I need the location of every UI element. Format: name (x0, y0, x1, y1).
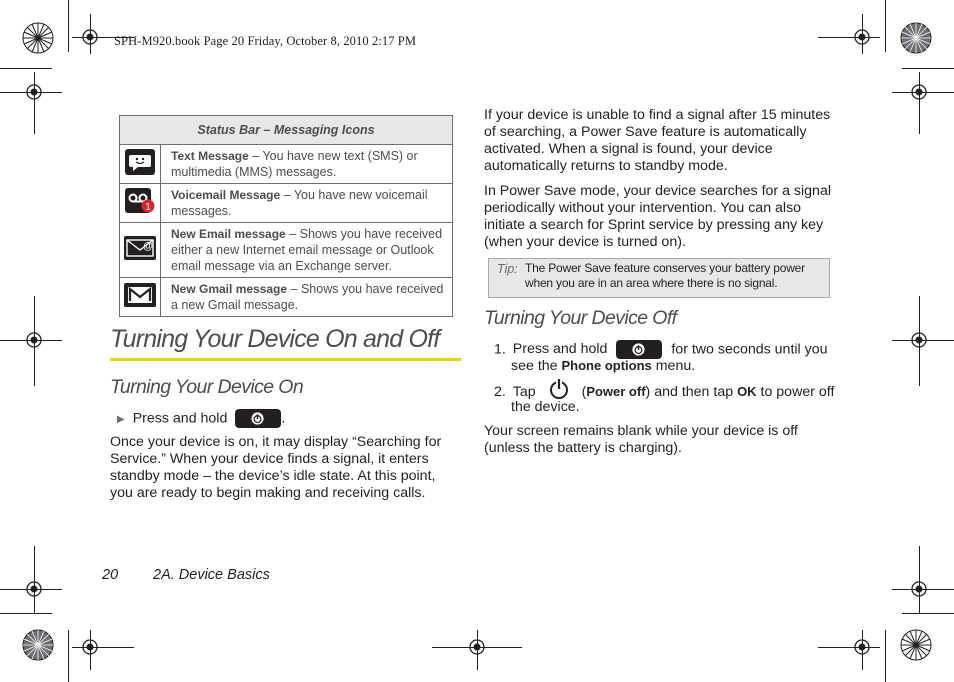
step-text: see the (511, 358, 558, 374)
table-icon-cell (120, 223, 161, 278)
step-end: . (281, 410, 286, 427)
step-text: ( (581, 383, 587, 400)
step-text: ) and then tap (645, 383, 734, 400)
star-target-icon (22, 629, 54, 661)
registration-mark-icon (908, 81, 930, 103)
registration-mark-icon (851, 636, 873, 658)
phone-options-label: Phone options (561, 358, 652, 373)
table-icon-cell (120, 145, 161, 184)
row-desc: – Shows you have received either a new Internet email message or Outlook email message via an Exchange server. (171, 227, 443, 273)
blank-screen-paragraph: Your screen remains blank while your device is off (unless the battery is charging). (484, 423, 798, 456)
step-text: Press and hold (512, 341, 608, 358)
svg-text:@: @ (143, 240, 153, 252)
turn-on-paragraph: Once your device is on, it may display “Searching for Service.” When your device finds a signal, it enters standby mode – the device’s idle state. At this point, you are ready to begin making and receiving calls. (110, 434, 442, 501)
tip-text: The Power Save feature conserves your battery power when you are in an area where there is no signal. (525, 261, 805, 290)
email-icon (124, 236, 156, 260)
row-term: Voicemail Message (171, 188, 281, 202)
registration-mark-icon (23, 578, 45, 600)
step-text: to power off (760, 383, 835, 400)
row-term: New Gmail message (171, 282, 288, 296)
section-heading: Turning Your Device On and Off (110, 325, 440, 353)
heading-rule (110, 358, 461, 361)
step-text: for two seconds until you (671, 341, 828, 358)
page-number: 20 (102, 567, 119, 583)
table-row (120, 278, 453, 317)
step-text: Press and hold (132, 410, 228, 427)
step-text: Tap (512, 383, 536, 400)
registration-mark-icon (908, 578, 930, 600)
turn-off-step-1-cont (511, 357, 695, 375)
step-number: 2. (494, 383, 506, 400)
row-desc: – You have new text (SMS) or multimedia (MMS) messages. (171, 149, 418, 179)
step-number: 1. (494, 341, 506, 358)
row-term: New Email message (171, 227, 286, 241)
turn-off-step-2-cont: the device. (511, 399, 580, 415)
ok-label: OK (737, 383, 757, 399)
turn-on-step (117, 409, 285, 428)
row-term: Text Message (171, 149, 249, 163)
table-icon-cell (120, 184, 161, 223)
registration-mark-icon (79, 26, 101, 48)
row-desc: – You have new voicemail messages. (171, 188, 428, 218)
bullet-arrow-icon: ▶ (117, 414, 125, 426)
voicemail-badge: 1 (145, 201, 151, 213)
tip-box (488, 258, 830, 298)
star-target-icon (900, 22, 932, 54)
power-save-paragraph: If your device is unable to find a signal after 15 minutes of searching, a Power Save feature is automatically activated. When a signal is found, your device automatically returns to standby mode. (484, 107, 831, 174)
section-name: 2A. Device Basics (153, 567, 270, 583)
table-row (120, 145, 453, 184)
star-target-icon (22, 22, 54, 54)
star-target-icon (900, 629, 932, 661)
voicemail-icon (125, 187, 155, 215)
registration-mark-icon (23, 329, 45, 351)
print-header: SPH-M920.book Page 20 Friday, October 8, 2010 2:17 PM (114, 34, 417, 48)
table-icon-cell (120, 278, 161, 317)
table-row (120, 223, 453, 278)
row-desc: – Shows you have received a new Gmail message. (171, 282, 444, 312)
power-off-label: Power off (586, 383, 646, 399)
step-text: menu. (655, 358, 696, 374)
messaging-icons-table (119, 115, 453, 317)
registration-mark-icon (466, 636, 488, 658)
registration-mark-icon (23, 81, 45, 103)
subheading-turn-on: Turning Your Device On (110, 376, 304, 398)
registration-mark-icon (851, 26, 873, 48)
table-title: Status Bar – Messaging Icons (120, 116, 453, 145)
registration-mark-icon (908, 329, 930, 351)
gmail-icon (124, 283, 156, 307)
tip-label: Tip: (497, 262, 518, 276)
table-row (120, 184, 453, 223)
subheading-turn-off: Turning Your Device Off (484, 307, 677, 329)
power-key-icon (235, 409, 281, 428)
registration-mark-icon (79, 636, 101, 658)
power-save-mode-paragraph: In Power Save mode, your device searches for a signal periodically without your intervention. You can also initiate a search for Sprint service by pressing any key (when your device is turned on). (484, 183, 831, 250)
sms-icon (125, 149, 155, 175)
